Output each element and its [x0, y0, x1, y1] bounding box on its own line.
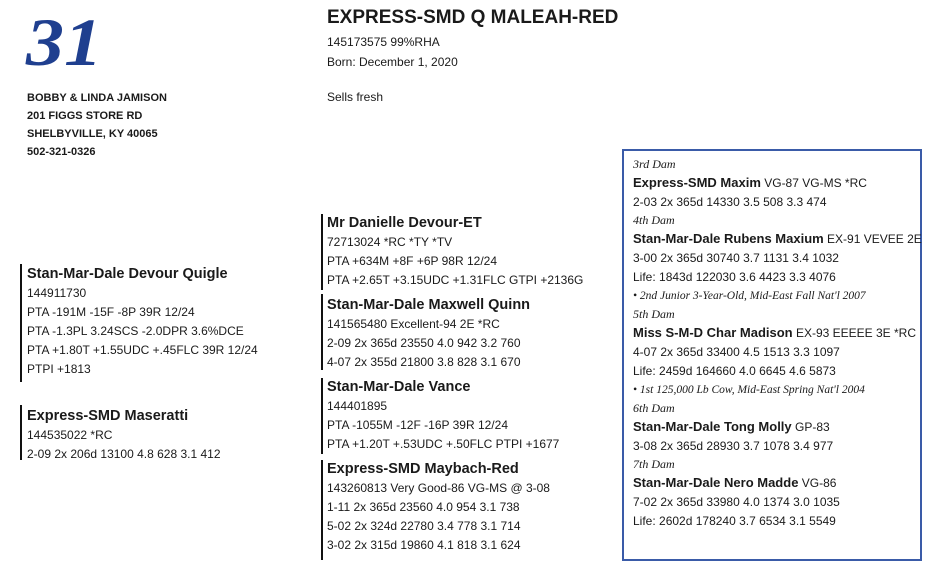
dam-dam-line: 143260813 Very Good-86 VG-MS @ 3-08 [327, 481, 550, 495]
dam-dam-block [327, 459, 550, 555]
dam-dam-bracket [321, 460, 323, 560]
dam-sire-line: 144401895 [327, 399, 388, 413]
sire-bracket [20, 264, 22, 382]
dam-entry-score: EX-93 EEEEE 3E *RC [792, 326, 917, 340]
dam-note: • 2nd Junior 3-Year-Old, Mid-East Fall Nat'l 2007 [633, 290, 866, 302]
sire-dam-line: 141565480 Excellent-94 2E *RC [327, 317, 500, 331]
dam-label: 5th Dam [633, 307, 675, 321]
sire-block [27, 264, 258, 379]
dam-line: 2-09 2x 206d 13100 4.8 628 3.1 412 [27, 447, 221, 461]
sire-dam-line: 4-07 2x 355d 21800 3.8 828 3.1 670 [327, 355, 521, 369]
lot-number: 31 [26, 4, 103, 80]
sire-line: 144911730 [27, 286, 87, 300]
dam-sire-name: Stan-Mar-Dale Vance [327, 379, 471, 395]
dam-sire-line: PTA -1055M -12F -16P 39R 12/24 [327, 418, 508, 432]
sire-sire-line: PTA +2.65T +3.15UDC +1.31FLC GTPI +2136G [327, 273, 584, 287]
dam-record: Life: 2459d 164660 4.0 6645 4.6 5873 [633, 364, 836, 378]
dam-entry-title: Stan-Mar-Dale Rubens Maxium [633, 231, 824, 246]
dam-record: 4-07 2x 365d 33400 4.5 1513 3.3 1097 [633, 345, 840, 359]
dam-dam-line: 1-11 2x 365d 23560 4.0 954 3.1 738 [327, 500, 520, 514]
dam-line: 144535022 *RC [27, 428, 113, 442]
sire-line: PTPI +1813 [27, 362, 91, 376]
dam-entry-score: GP-83 [791, 420, 830, 434]
dam-record: 3-08 2x 365d 28930 3.7 1078 3.4 977 [633, 439, 834, 453]
sire-dam-name: Stan-Mar-Dale Maxwell Quinn [327, 297, 531, 313]
sire-line: PTA +1.80T +1.55UDC +.45FLC 39R 12/24 [27, 343, 258, 357]
animal-remark: Sells fresh [327, 90, 384, 104]
dam-label: 6th Dam [633, 401, 675, 415]
sire-sire-name: Mr Danielle Devour-ET [327, 215, 482, 231]
consignor-phone: 502-321-0326 [27, 146, 96, 158]
dam-entry-title: Stan-Mar-Dale Nero Madde [633, 475, 799, 490]
dam-sire-block [327, 377, 559, 454]
dam-entry-name [633, 173, 922, 193]
dam-entry-score: VG-87 VG-MS *RC [760, 176, 867, 190]
dam-dam-name: Express-SMD Maybach-Red [327, 461, 519, 477]
sire-dam-bracket [321, 294, 323, 370]
dam-entry-name [633, 229, 922, 249]
dam-record: 7-02 2x 365d 33980 4.0 1374 3.0 1035 [633, 495, 840, 509]
sire-name: Stan-Mar-Dale Devour Quigle [27, 266, 228, 282]
animal-id-line: 145173575 99%RHA [327, 35, 440, 49]
dam-entry-title: Express-SMD Maxim [633, 175, 761, 190]
sire-sire-line: 72713024 *RC *TY *TV [327, 235, 453, 249]
sire-sire-block [327, 213, 583, 290]
animal-name: EXPRESS-SMD Q MALEAH-RED [327, 7, 619, 28]
animal-born: Born: December 1, 2020 [327, 55, 458, 69]
consignor-city: SHELBYVILLE, KY 40065 [27, 128, 158, 140]
dam-sire-bracket [321, 378, 323, 454]
dam-entry-name [633, 323, 922, 343]
sire-line: PTA -191M -15F -8P 39R 12/24 [27, 305, 195, 319]
dam-label: 7th Dam [633, 457, 675, 471]
dam-entry-title: Miss S-M-D Char Madison [633, 325, 793, 340]
dam-note: • 1st 125,000 Lb Cow, Mid-East Spring Nat'l 2004 [633, 384, 865, 396]
dam-entry-score: VG-86 [798, 476, 837, 490]
dam-dam-line: 3-02 2x 315d 19860 4.1 818 3.1 624 [327, 538, 521, 552]
dam-record: 2-03 2x 365d 14330 3.5 508 3.3 474 [633, 195, 827, 209]
sire-line: PTA -1.3PL 3.24SCS -2.0DPR 3.6%DCE [27, 324, 244, 338]
dam-label: 4th Dam [633, 213, 675, 227]
sire-dam-line: 2-09 2x 365d 23550 4.0 942 3.2 760 [327, 336, 521, 350]
sire-dam-block [327, 295, 530, 372]
consignor-info [27, 89, 167, 161]
dam-entry-score: EX-91 VEVEE 2E [823, 232, 922, 246]
dam-dam-line: 5-02 2x 324d 22780 3.4 778 3.1 714 [327, 519, 521, 533]
dam-entry-name [633, 473, 922, 493]
sire-sire-line: PTA +634M +8F +6P 98R 12/24 [327, 254, 498, 268]
dam-name: Express-SMD Maseratti [27, 408, 189, 424]
sire-sire-bracket [321, 214, 323, 290]
dam-record: Life: 2602d 178240 3.7 6534 3.1 5549 [633, 514, 836, 528]
dam-record: 3-00 2x 365d 30740 3.7 1131 3.4 1032 [633, 251, 839, 265]
dam-bracket [20, 405, 22, 460]
dam-record: Life: 1843d 122030 3.6 4423 3.3 4076 [633, 270, 836, 284]
dam-entry-title: Stan-Mar-Dale Tong Molly [633, 419, 792, 434]
dam-sire-line: PTA +1.20T +.53UDC +.50FLC PTPI +1677 [327, 437, 560, 451]
dam-entry-name [633, 417, 922, 437]
consignor-address: 201 FIGGS STORE RD [27, 110, 143, 122]
animal-header [327, 32, 458, 72]
dams-list [633, 156, 922, 531]
dam-block [27, 406, 221, 464]
consignor-name: BOBBY & LINDA JAMISON [27, 92, 167, 104]
dam-label: 3rd Dam [633, 157, 676, 171]
